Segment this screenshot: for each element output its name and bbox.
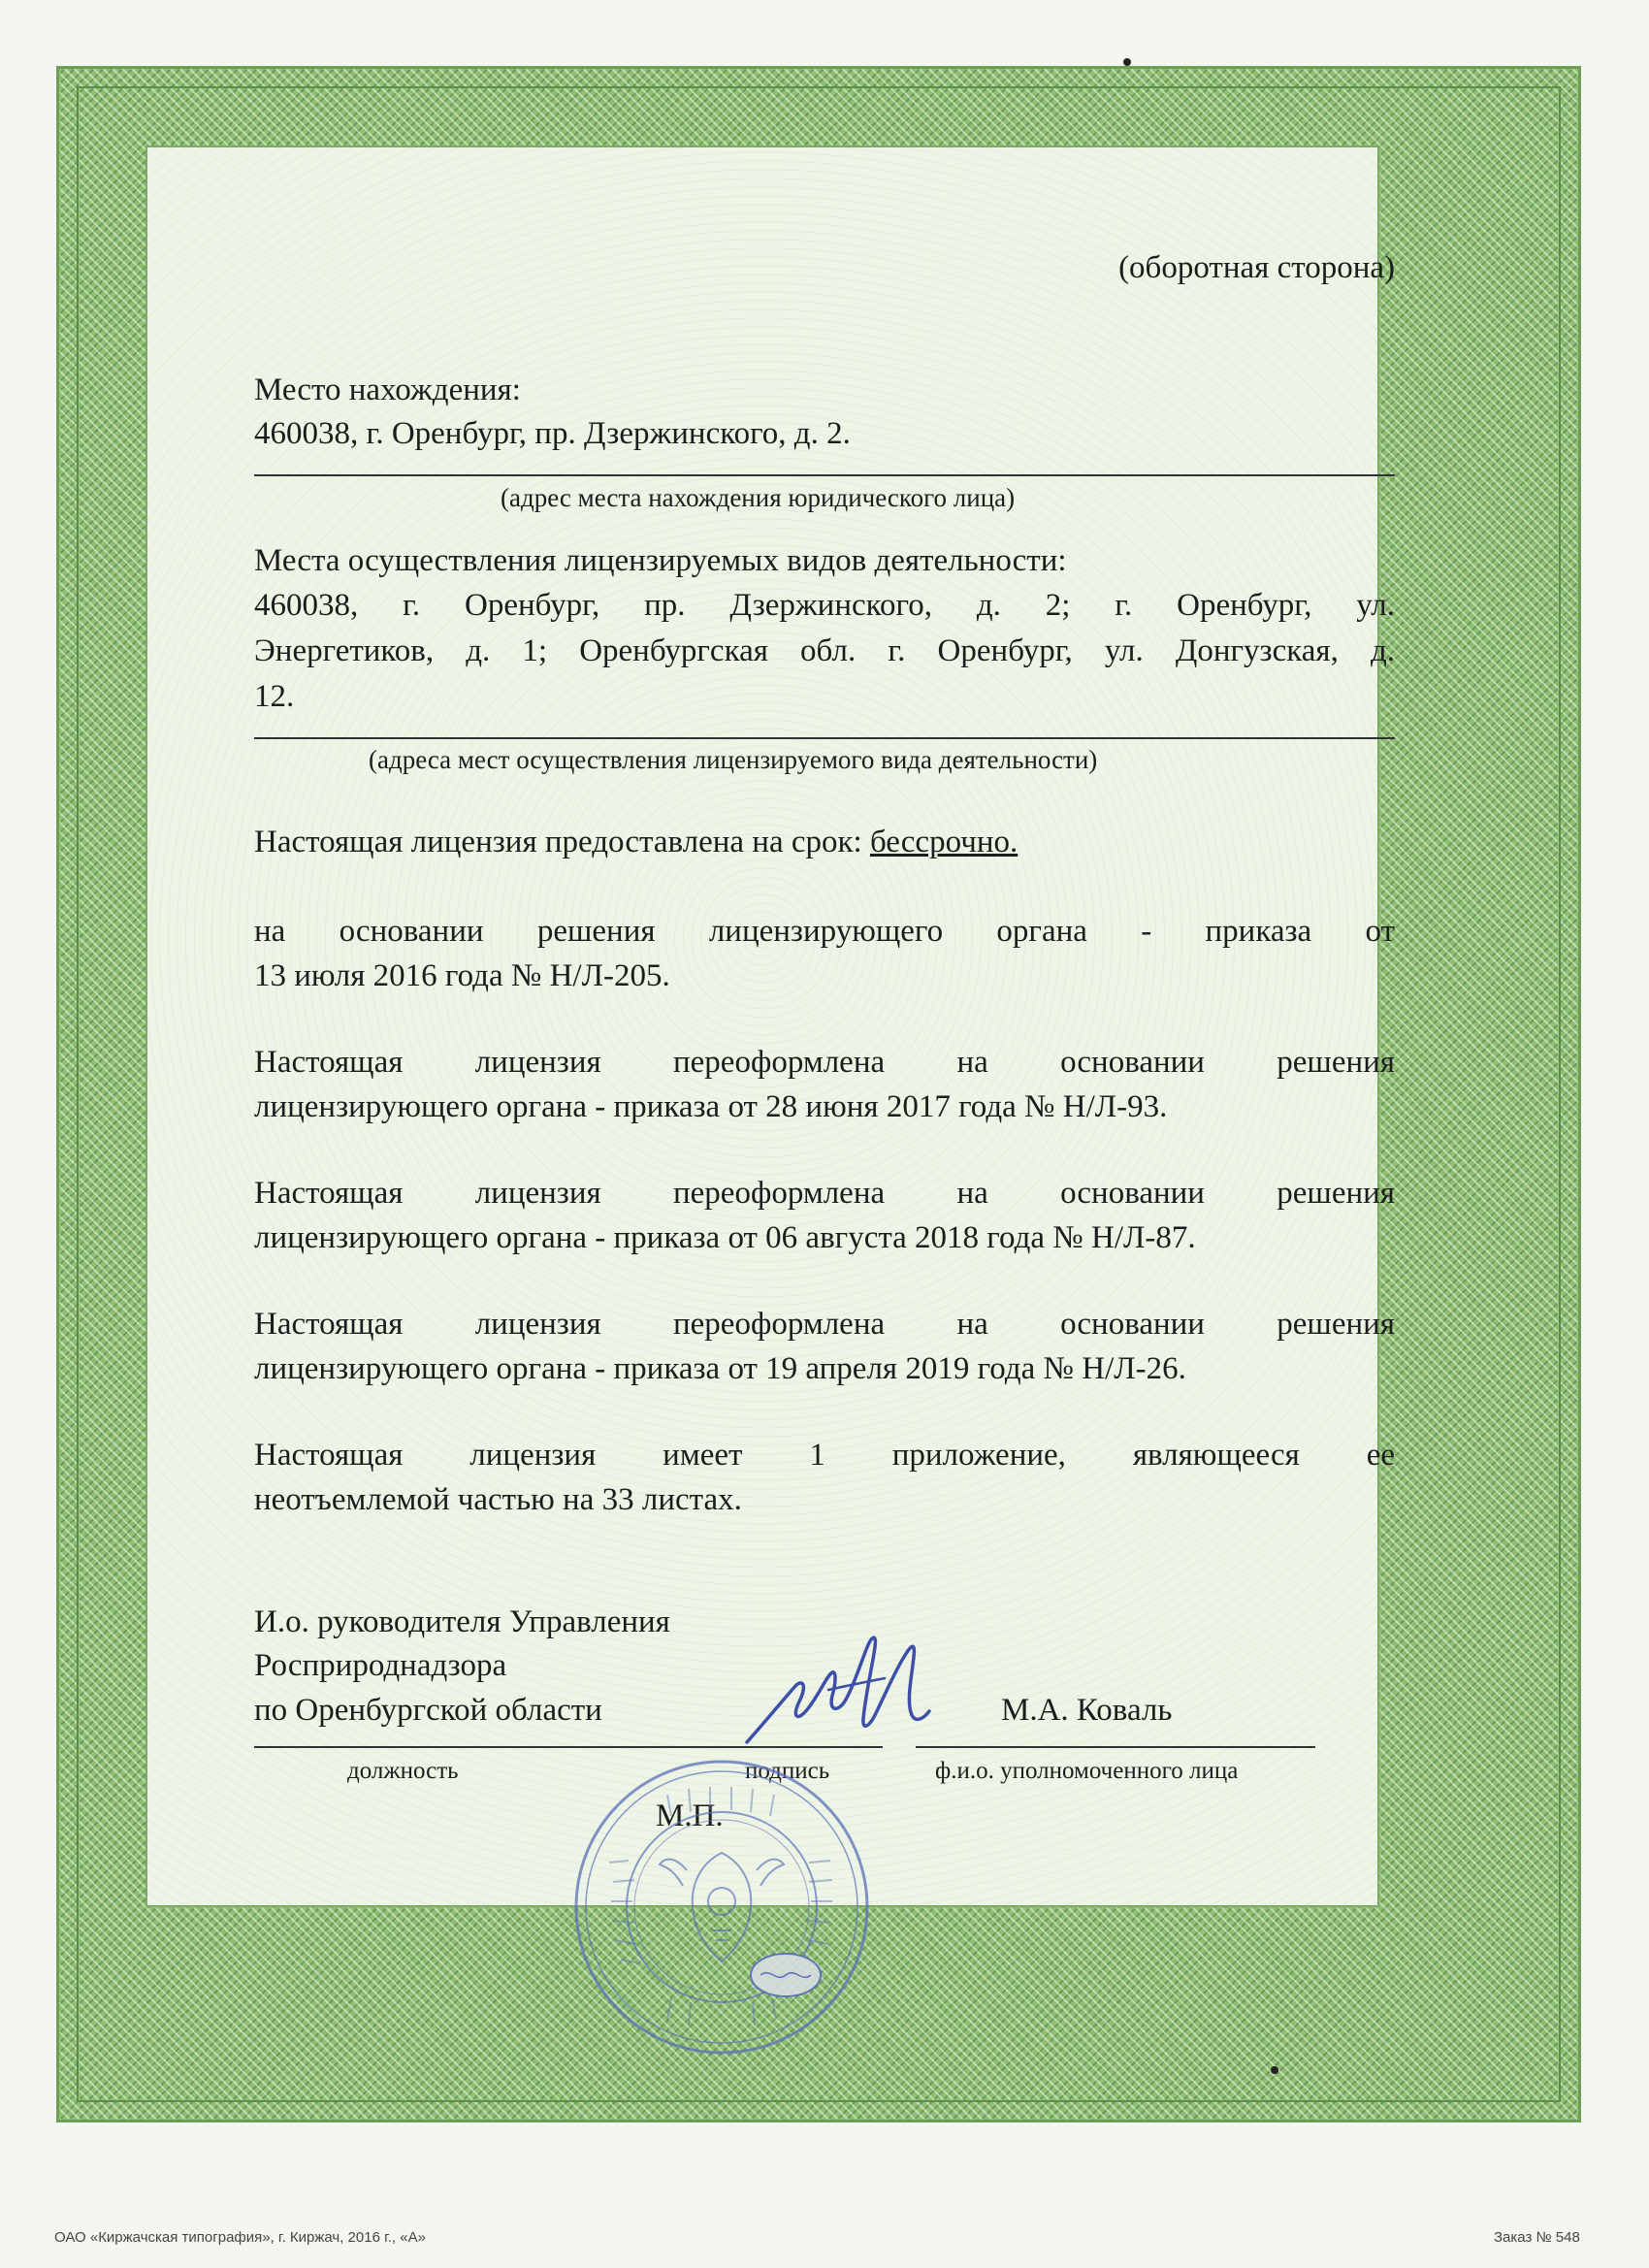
location-label: Место нахождения: — [254, 373, 521, 407]
stamp-label: М.П. — [656, 1798, 724, 1833]
location-address: 460038, г. Оренбург, пр. Дзержинского, д. 2. — [254, 416, 851, 451]
official-seal — [570, 1756, 873, 2058]
location-caption: (адрес места нахождения юридического лица) — [501, 483, 1016, 512]
reissue-3-line-2: лицензирующего органа - приказа от 19 апреля 2019 года № Н/Л-26. — [254, 1351, 1186, 1386]
basis-line-1: на основании решения лицензирующего органа - приказа от — [254, 914, 1395, 949]
activity-places-rule — [254, 737, 1395, 739]
location-rule — [254, 474, 1395, 476]
activity-places-label: Места осуществления лицензируемых видов деятельности: — [254, 543, 1067, 578]
appendix-line-2: неотъемлемой частью на 33 листах. — [254, 1482, 742, 1517]
signatory-position-line-1: И.о. руководителя Управления — [254, 1604, 670, 1639]
license-term-value: бессрочно. — [869, 825, 1018, 859]
signature-rule-right — [916, 1746, 1315, 1748]
caption-position: должность — [347, 1758, 459, 1784]
reissue-2-line-2: лицензирующего органа - приказа от 06 августа 2018 года № Н/Л-87. — [254, 1220, 1196, 1255]
order-number: Заказ № 548 — [1494, 2229, 1580, 2246]
caption-signature: подпись — [745, 1758, 830, 1784]
handwritten-signature — [739, 1618, 953, 1764]
signatory-name: М.А. Коваль — [1001, 1693, 1173, 1728]
basis-line-2: 13 июля 2016 года № Н/Л-205. — [254, 958, 670, 993]
activity-places-line-3: 12. — [254, 679, 295, 714]
scan-dot — [1271, 2066, 1278, 2074]
reissue-2-line-1: Настоящая лицензия переоформлена на основании решения — [254, 1176, 1395, 1211]
appendix-line-1: Настоящая лицензия имеет 1 приложение, являющееся ее — [254, 1438, 1395, 1473]
reissue-1-line-2: лицензирующего органа - приказа от 28 июня 2017 года № Н/Л-93. — [254, 1089, 1168, 1124]
activity-places-line-2: Энергетиков, д. 1; Оренбургская обл. г. Оренбург, ул. Донгузская, д. — [254, 633, 1395, 668]
license-term — [254, 823, 1018, 861]
signatory-position-line-2: Росприроднадзора — [254, 1648, 507, 1683]
side-label: (оборотная сторона) — [1118, 250, 1395, 285]
reissue-1-line-1: Настоящая лицензия переоформлена на основании решения — [254, 1045, 1395, 1080]
reissue-3-line-1: Настоящая лицензия переоформлена на основании решения — [254, 1307, 1395, 1342]
printer-imprint: ОАО «Киржачская типография», г. Киржач, 2016 г., «А» — [54, 2229, 426, 2246]
activity-places-caption: (адреса мест осуществления лицензируемого вида деятельности) — [369, 745, 1098, 774]
license-term-prefix: Настоящая лицензия предоставлена на срок: — [254, 825, 870, 859]
caption-name: ф.и.о. уполномоченного лица — [935, 1758, 1239, 1784]
signatory-position-line-3: по Оренбургской области — [254, 1693, 602, 1728]
scan-dot — [1123, 58, 1131, 66]
activity-places-line-1: 460038, г. Оренбург, пр. Дзержинского, д. 2; г. Оренбург, ул. — [254, 588, 1395, 623]
